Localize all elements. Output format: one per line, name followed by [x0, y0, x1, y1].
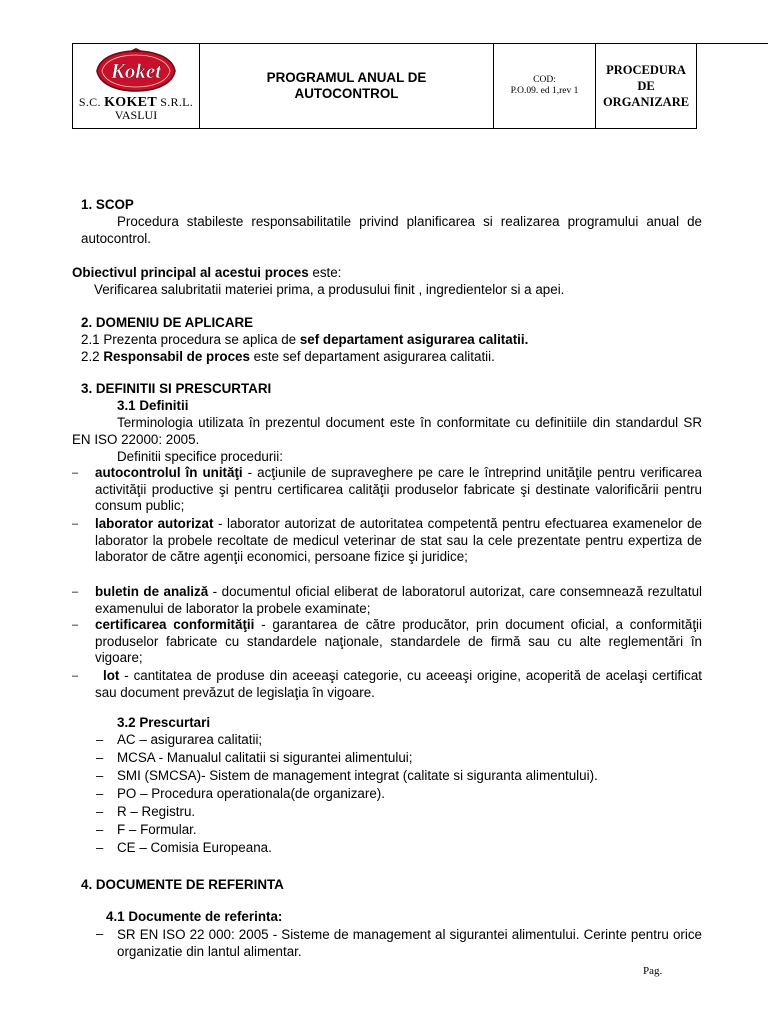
- document-header-table: [72, 43, 768, 129]
- section-heading-scop: 1. SCOP: [81, 197, 134, 212]
- objective-text: Verificarea salubritatii materiei prima, a produsului finit , ingredientelor si a apei.: [94, 282, 565, 297]
- list-bullet: –: [96, 840, 104, 855]
- domeniu-line-2: 2.2 Responsabil de proces este sef departament asigurarea calitatii.: [81, 349, 495, 364]
- company-logo-cell: [73, 44, 200, 129]
- abbreviation-item: AC – asigurarea calitatii;: [117, 732, 263, 747]
- definition-item: autocontrolul în unităţi - acţiunile de supraveghere pe care le întreprind unităţile pentru verificarea activităţii productive şi pentru certificarea calităţii produselor fabricate şi destinate valorificării pentru consum public;: [95, 465, 702, 513]
- list-dash: –: [72, 586, 79, 598]
- list-bullet: –: [96, 804, 104, 819]
- definitii-specifice: Definitii specifice procedurii:: [117, 449, 283, 464]
- koket-logo: [94, 48, 178, 94]
- list-dash: –: [72, 670, 79, 682]
- definition-item: certificarea conformităţii - garantarea de către producător, prin document oficial, a conformităţii produselor fabricate cu standardele naţionale, standardele de firmă sau cu alte reglementări în vigoare;: [95, 617, 702, 665]
- section-heading-documente: 4. DOCUMENTE DE REFERINTA: [81, 877, 284, 892]
- abbreviation-item: CE – Comisia Europeana.: [117, 840, 272, 855]
- company-city: VASLUI: [114, 108, 158, 122]
- subheading-definitii: 3.1 Definitii: [117, 398, 189, 413]
- abbreviation-item: F – Formular.: [117, 822, 197, 837]
- domeniu-line-1: 2.1 Prezenta procedura se aplica de sef departament asigurarea calitatii.: [81, 332, 529, 347]
- abbreviation-item: R – Registru.: [117, 804, 196, 819]
- definition-item: lot - cantitatea de produse din aceeaşi categorie, cu aceeaşi origine, acoperită de acelaşi certificat sau document prevăzut de legislaţia în vigoare.: [95, 668, 702, 700]
- scop-paragraph: Procedura stabileste responsabilitatile privind planificarea si realizarea programului anual de autocontrol.: [81, 214, 702, 246]
- section-heading-domeniu: 2. DOMENIU DE APLICARE: [81, 315, 254, 330]
- document-title: PROGRAMUL ANUAL DE AUTOCONTROL: [200, 44, 494, 129]
- procedure-type: PROCEDURA DE ORGANIZARE: [596, 44, 697, 129]
- page-label: Pag.: [643, 965, 663, 977]
- objective-label: Obiectivul principal al acestui proces este:: [72, 265, 342, 280]
- definitii-intro: Terminologia utilizata în prezentul document este în conformitate cu definitiile din standardul SR EN ISO 22000: 2005.: [72, 415, 702, 447]
- definition-item: buletin de analiză - documentul oficial eliberat de laboratorul autorizat, care consemnează rezultatul examenului de laborator la probele examinate;: [95, 584, 702, 616]
- list-bullet: –: [96, 732, 104, 747]
- list-bullet: –: [96, 750, 104, 765]
- svg-text:Koket: Koket: [110, 59, 162, 83]
- abbreviation-item: MCSA - Manualul calitatii si sigurantei alimentului;: [117, 750, 413, 765]
- list-dash: –: [72, 518, 79, 530]
- definition-item: laborator autorizat - laborator autorizat de autoritatea competentă pentru efectuarea examenelor de laborator la probele recoltate de medicul veterinar de stat sau la cele prezentate pentru expertiza de laborator de către agenţii economici, persoane fizice şi juridice;: [95, 516, 702, 564]
- reference-item: SR EN ISO 22 000: 2005 - Sisteme de management al sigurantei alimentului. Cerinte pentru orice organizatie din lantul alimentar.: [117, 927, 702, 959]
- abbreviation-item: SMI (SMCSA)- Sistem de management integrat (calitate si siguranta alimentului).: [117, 768, 598, 783]
- header-spacer-cell: [697, 44, 768, 129]
- document-code: COD: P.O.09. ed 1,rev 1: [494, 44, 596, 129]
- list-bullet: –: [96, 768, 104, 783]
- list-bullet: –: [96, 926, 104, 941]
- section-heading-definitii: 3. DEFINITII SI PRESCURTARI: [81, 381, 272, 396]
- company-name: S.C. KOKET S.R.L.: [78, 95, 194, 110]
- list-bullet: –: [96, 786, 104, 801]
- list-dash: –: [72, 467, 79, 479]
- abbreviation-item: PO – Procedura operationala(de organizare).: [117, 786, 385, 801]
- list-dash: –: [72, 619, 79, 631]
- subheading-documente: 4.1 Documente de referinta:: [106, 909, 283, 924]
- list-bullet: –: [96, 822, 104, 837]
- subheading-prescurtari: 3.2 Prescurtari: [117, 715, 211, 730]
